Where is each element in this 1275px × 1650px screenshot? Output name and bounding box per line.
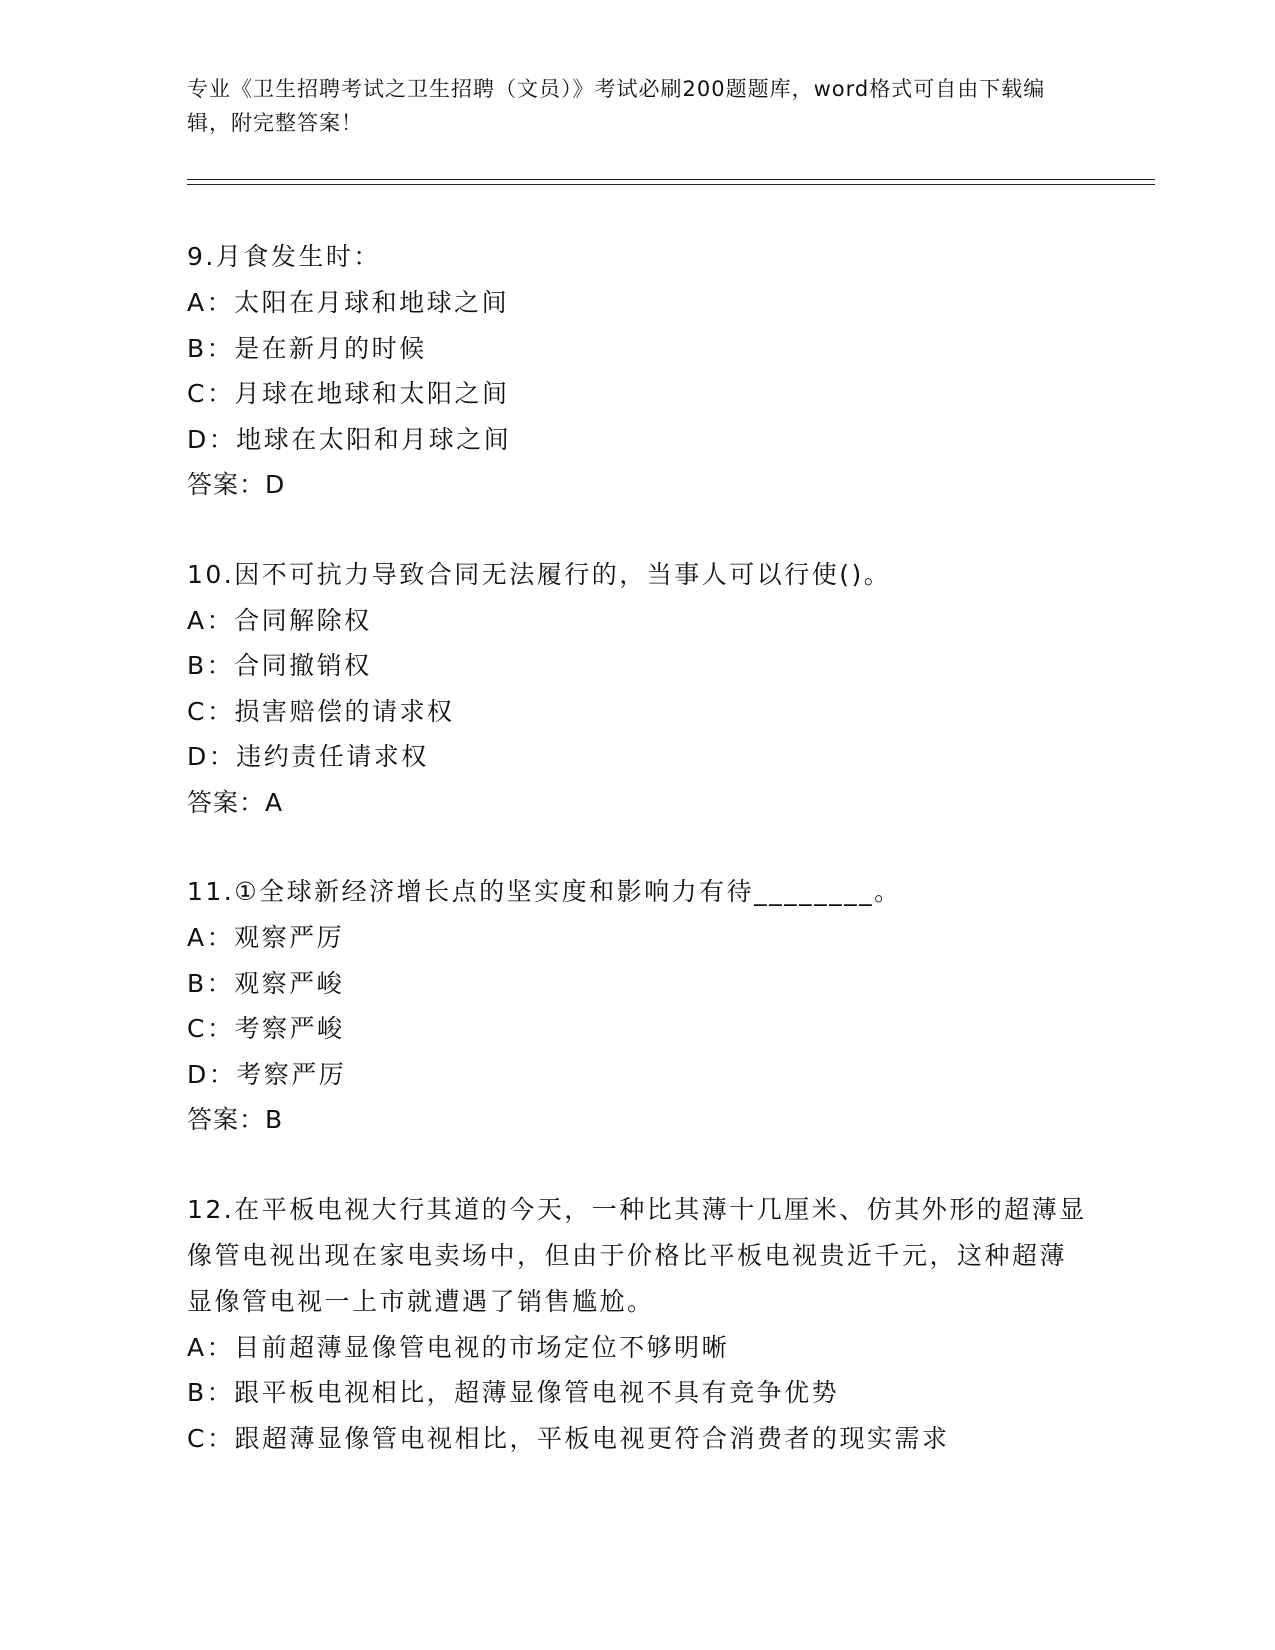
option-b: B：合同撤销权: [187, 651, 372, 680]
option-a: A：观察严厉: [187, 923, 345, 952]
option-a: A：太阳在月球和地球之间: [187, 288, 510, 317]
question-10: [187, 552, 1087, 826]
question-text: 10.因不可抗力导致合同无法履行的，当事人可以行使()。: [187, 559, 892, 589]
option-d: D：考察严厉: [187, 1059, 347, 1089]
question-text: 11.①全球新经济增长点的坚实度和影响力有待________。: [187, 877, 902, 906]
question-text: 12.在平板电视大行其道的今天，一种比其薄十几厘米、仿其外形的超薄显像管电视出现在家电卖场中，但由于价格比平板电视贵近千元，这种超薄显像管电视一上市就遭遇了销售尴尬。: [187, 1194, 1087, 1316]
question-12: [187, 1187, 1087, 1462]
question-list: [187, 234, 1087, 1505]
answer: 答案：B: [187, 1105, 284, 1134]
option-a: A：目前超薄显像管电视的市场定位不够明晰: [187, 1332, 730, 1362]
answer: 答案：D: [187, 470, 286, 499]
option-b: B：跟平板电视相比，超薄显像管电视不具有竞争优势: [187, 1378, 840, 1407]
option-c: C：跟超薄显像管电视相比，平板电视更符合消费者的现实需求: [187, 1423, 950, 1453]
header-divider-top: [187, 179, 1155, 180]
document-header: [187, 72, 1087, 140]
option-d: D：违约责任请求权: [187, 742, 429, 771]
option-c: C：损害赔偿的请求权: [187, 696, 455, 726]
answer: 答案：A: [187, 787, 284, 817]
option-c: C：考察严峻: [187, 1014, 345, 1043]
header-divider-bottom: [187, 184, 1155, 185]
header-title: 专业《卫生招聘考试之卫生招聘（文员）》考试必刷200题题库，word格式可自由下载编辑，附完整答案！: [187, 77, 1046, 135]
option-d: D：地球在太阳和月球之间: [187, 424, 512, 454]
option-a: A：合同解除权: [187, 605, 372, 635]
question-9: [187, 234, 1087, 508]
option-b: B：是在新月的时候: [187, 333, 427, 363]
question-text: 9.月食发生时：: [187, 242, 381, 271]
option-c: C：月球在地球和太阳之间: [187, 379, 510, 408]
question-11: [187, 869, 1087, 1143]
option-b: B：观察严峻: [187, 968, 345, 998]
